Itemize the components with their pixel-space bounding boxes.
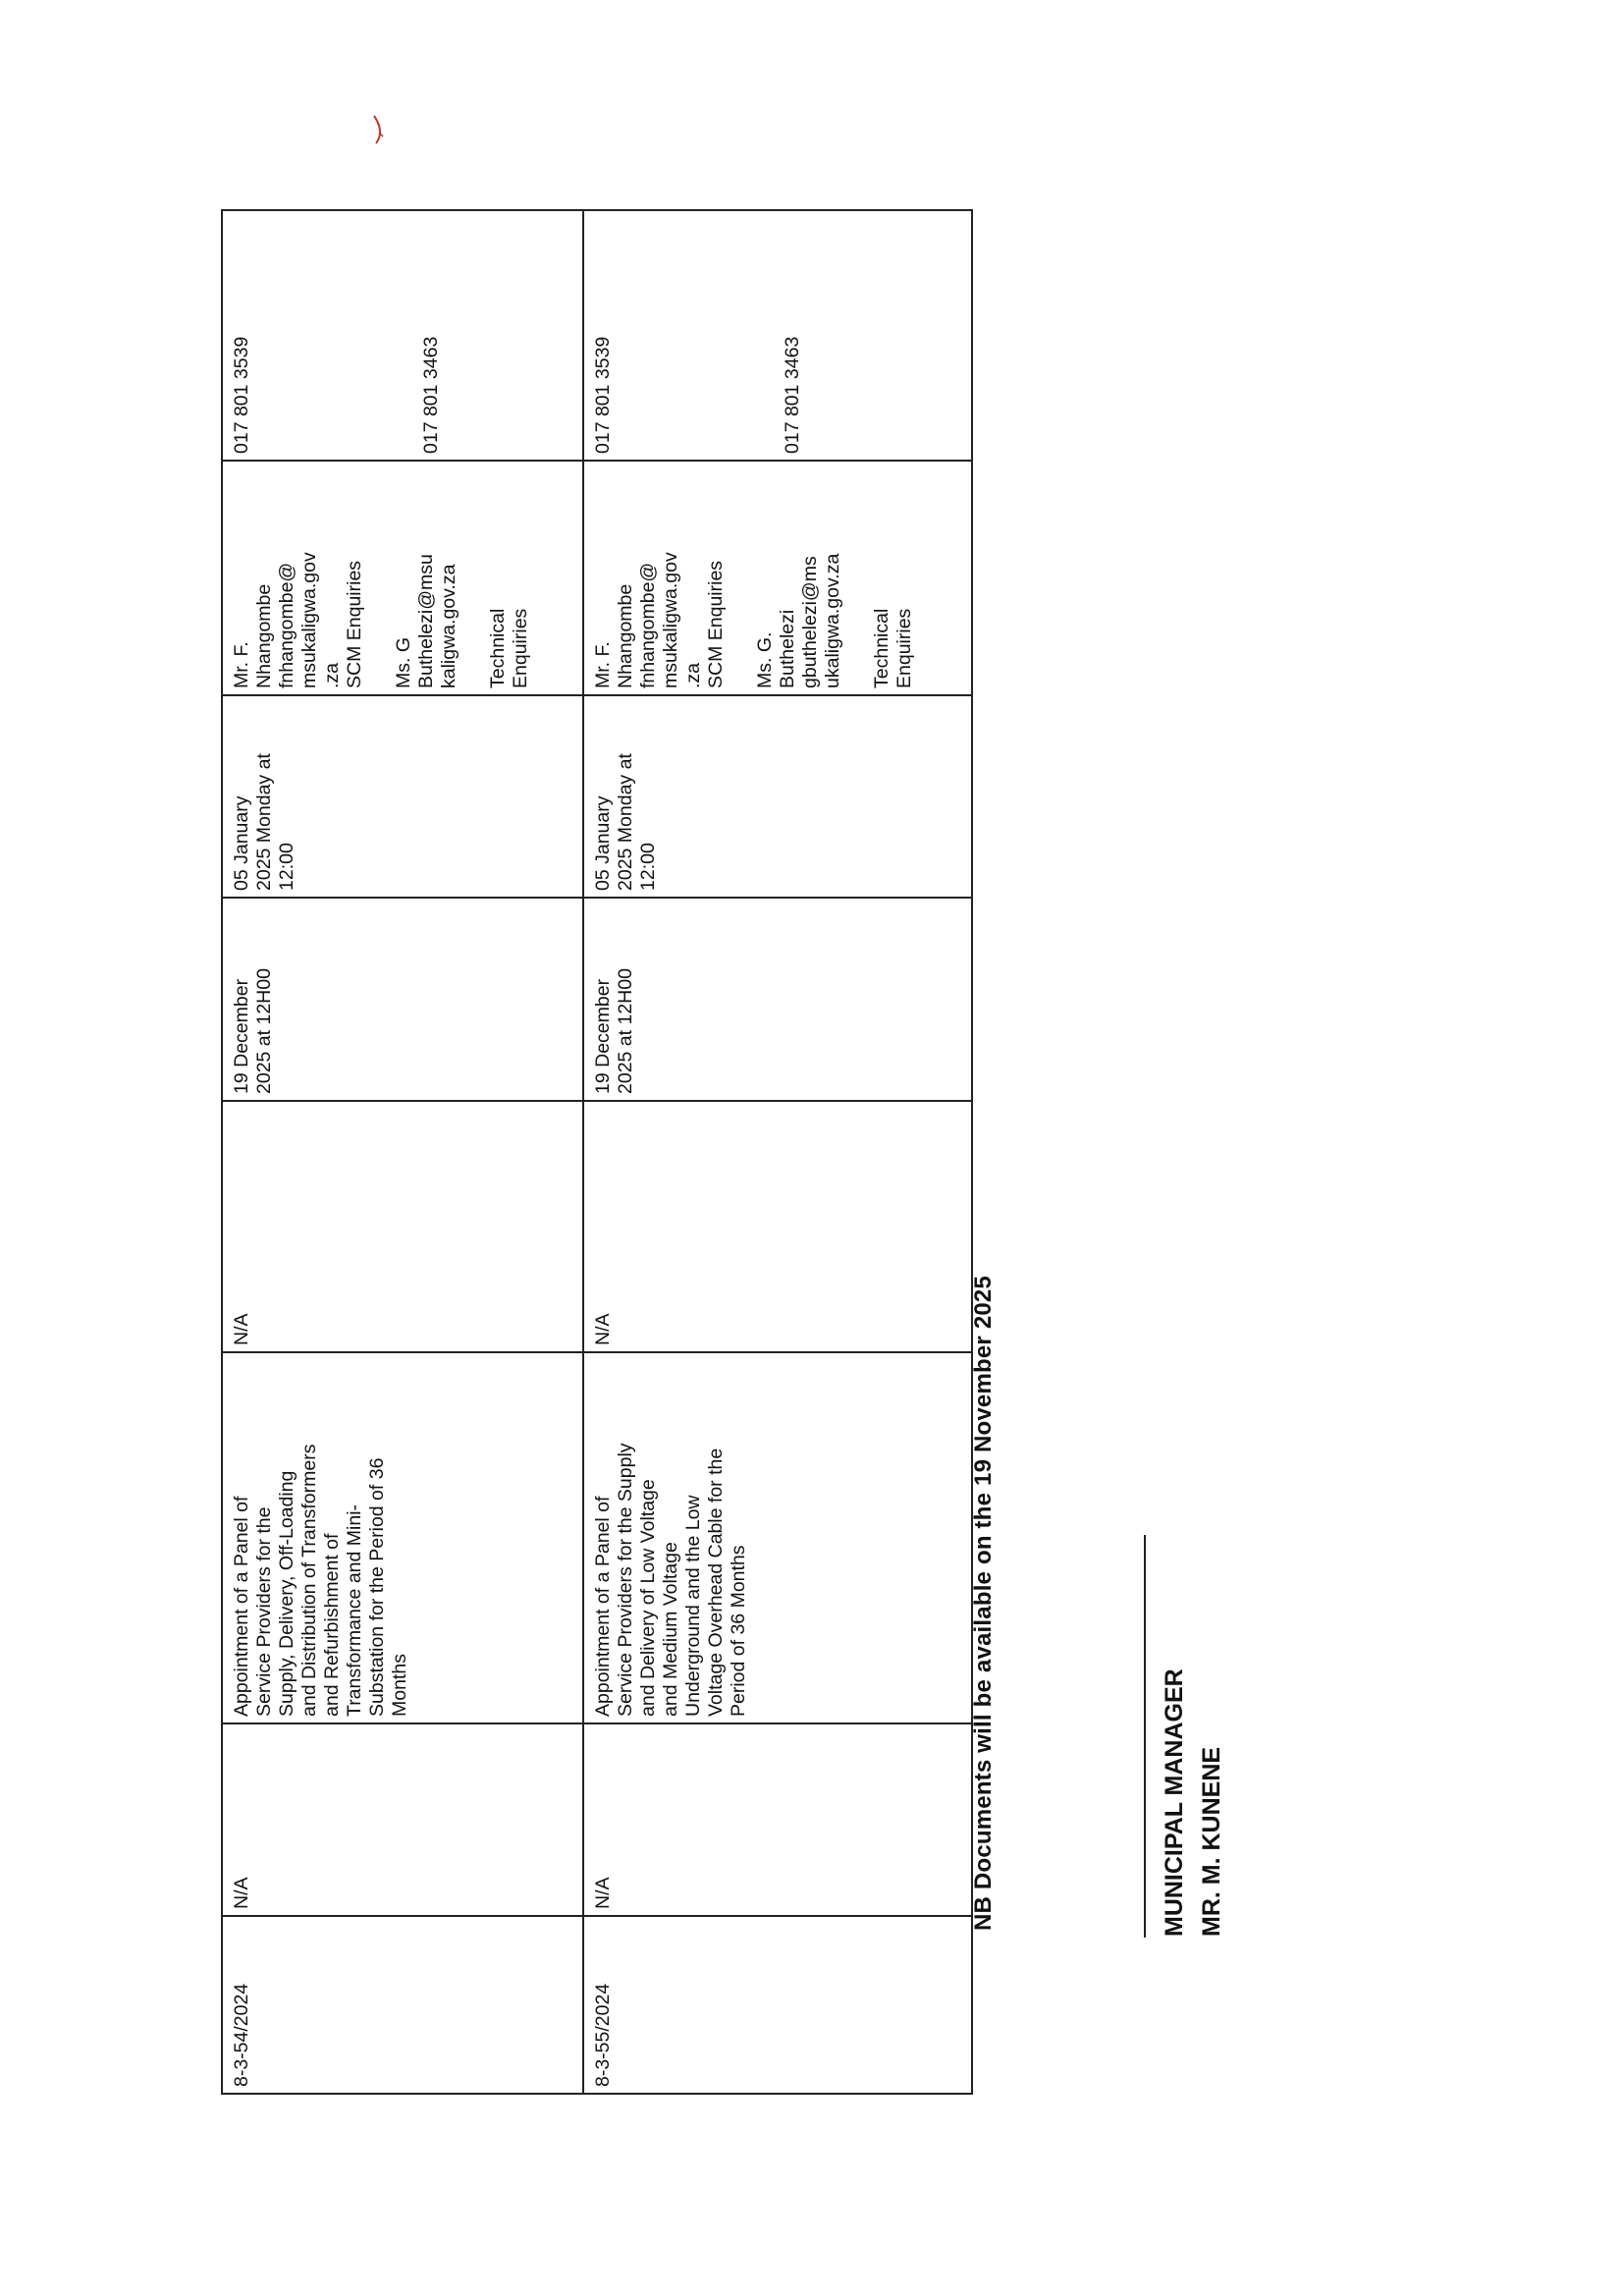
- cell-line: fnhangombe@: [637, 562, 659, 688]
- cell-text: 017 801 3463: [782, 336, 803, 454]
- spacer: [844, 467, 871, 688]
- cell-line: Transformance and Mini-: [344, 1503, 365, 1717]
- cell-line: Enquiries: [510, 608, 531, 688]
- cell-line: Substation for the Period of 36: [366, 1457, 388, 1717]
- cidb-cell: [222, 1723, 583, 1916]
- spacer: [728, 467, 754, 688]
- cell-line: and Distribution of Transformers: [298, 1444, 320, 1717]
- cell-line: Period of 36 Months: [728, 1545, 749, 1717]
- table-row: [222, 210, 583, 2094]
- description-cell: [583, 1352, 972, 1723]
- signature-line: [1144, 1535, 1146, 1938]
- cell-line: SCM Enquiries: [705, 560, 727, 688]
- cell-line: ukaligwa.gov.za: [822, 553, 843, 688]
- cell-line: Buthelezi: [777, 609, 798, 688]
- cell-line: 19 December: [592, 978, 614, 1094]
- cell-text: 017 801 3539: [592, 336, 614, 454]
- cell-line: and Medium Voltage: [660, 1542, 681, 1717]
- cell-line: Mr. F.: [592, 641, 614, 688]
- signatory-name: MR. M. KUNENE: [1198, 1746, 1225, 1937]
- phone-cell: [222, 210, 583, 461]
- cell-line: 12:00: [276, 843, 298, 891]
- cell-line: Technical: [871, 608, 893, 688]
- closing-date-cell: [222, 898, 583, 1101]
- closing-date-cell: [583, 898, 972, 1101]
- red-pen-mark: [371, 112, 389, 145]
- cell-line: 2025 at 12H00: [615, 968, 636, 1094]
- signatory-title: MUNICIPAL MANAGER: [1161, 1668, 1188, 1937]
- contact-person-cell: [222, 461, 583, 695]
- cell-line: 05 January: [231, 795, 252, 891]
- briefing-cell: [583, 1101, 972, 1352]
- cell-line: Service Providers for the Supply: [615, 1443, 636, 1717]
- cell-line: Appointment of a Panel of: [592, 1496, 614, 1717]
- cell-text: N/A: [231, 1877, 252, 1909]
- cell-text: 8-3-55/2024: [592, 1983, 614, 2087]
- cell-line: Mr. F.: [231, 641, 252, 688]
- cell-text: 8-3-54/2024: [231, 1983, 252, 2087]
- cell-text: 017 801 3539: [231, 336, 252, 454]
- cell-line: Underground and the Low: [682, 1495, 704, 1717]
- cell-line: Buthelezi@msu: [415, 554, 437, 688]
- contact-person-cell: [583, 461, 972, 695]
- cell-line: 2025 Monday at: [253, 753, 275, 891]
- bid-number-cell: [583, 1916, 972, 2094]
- spacer: [460, 467, 487, 688]
- cell-text: N/A: [592, 1877, 614, 1909]
- cell-text: 017 801 3463: [420, 336, 442, 454]
- cell-line: Technical: [487, 608, 509, 688]
- cell-line: Ms. G: [393, 637, 414, 688]
- cell-line: Nhangombe: [253, 583, 275, 688]
- cell-line: and Refurbishment of: [321, 1533, 343, 1717]
- cell-line: kaligwa.gov.za: [438, 564, 460, 688]
- bid-number-cell: [222, 1916, 583, 2094]
- cell-line: .za: [321, 662, 343, 688]
- cell-line: Nhangombe: [615, 583, 636, 688]
- description-cell: [222, 1352, 583, 1723]
- cell-line: 19 December: [231, 978, 252, 1094]
- cell-text: N/A: [231, 1313, 252, 1345]
- cell-line: .za: [682, 662, 704, 688]
- cell-line: msukaligwa.gov: [660, 552, 681, 688]
- nb-note: NB Documents will be available on the 19 November 2025: [970, 1275, 997, 1931]
- cidb-cell: [583, 1723, 972, 1916]
- spacer: [366, 467, 393, 688]
- validity-cell: [583, 695, 972, 898]
- table-row: [583, 210, 972, 2094]
- cell-text: N/A: [592, 1313, 614, 1345]
- validity-cell: [222, 695, 583, 898]
- cell-line: Ms. G.: [754, 631, 776, 688]
- spacer: [253, 217, 420, 454]
- briefing-cell: [222, 1101, 583, 1352]
- cell-line: msukaligwa.gov: [298, 552, 320, 688]
- cell-line: 2025 at 12H00: [253, 968, 275, 1094]
- tender-table: [221, 209, 973, 2095]
- cell-line: 05 January: [592, 795, 614, 891]
- cell-line: Months: [389, 1654, 410, 1717]
- cell-line: and Delivery of Low Voltage: [637, 1479, 659, 1717]
- spacer: [615, 217, 782, 454]
- cell-line: Voltage Overhead Cable for the: [705, 1448, 727, 1717]
- cell-line: Enquiries: [893, 608, 915, 688]
- cell-line: 12:00: [637, 843, 659, 891]
- cell-line: gbuthelezi@ms: [799, 556, 821, 688]
- cell-line: 2025 Monday at: [615, 753, 636, 891]
- cell-line: SCM Enquiries: [344, 560, 365, 688]
- phone-cell: [583, 210, 972, 461]
- cell-line: fnhangombe@: [276, 562, 298, 688]
- cell-line: Service Providers for the: [253, 1506, 275, 1717]
- cell-line: Appointment of a Panel of: [231, 1496, 252, 1717]
- cell-line: Supply, Delivery, Off-Loading: [276, 1470, 298, 1717]
